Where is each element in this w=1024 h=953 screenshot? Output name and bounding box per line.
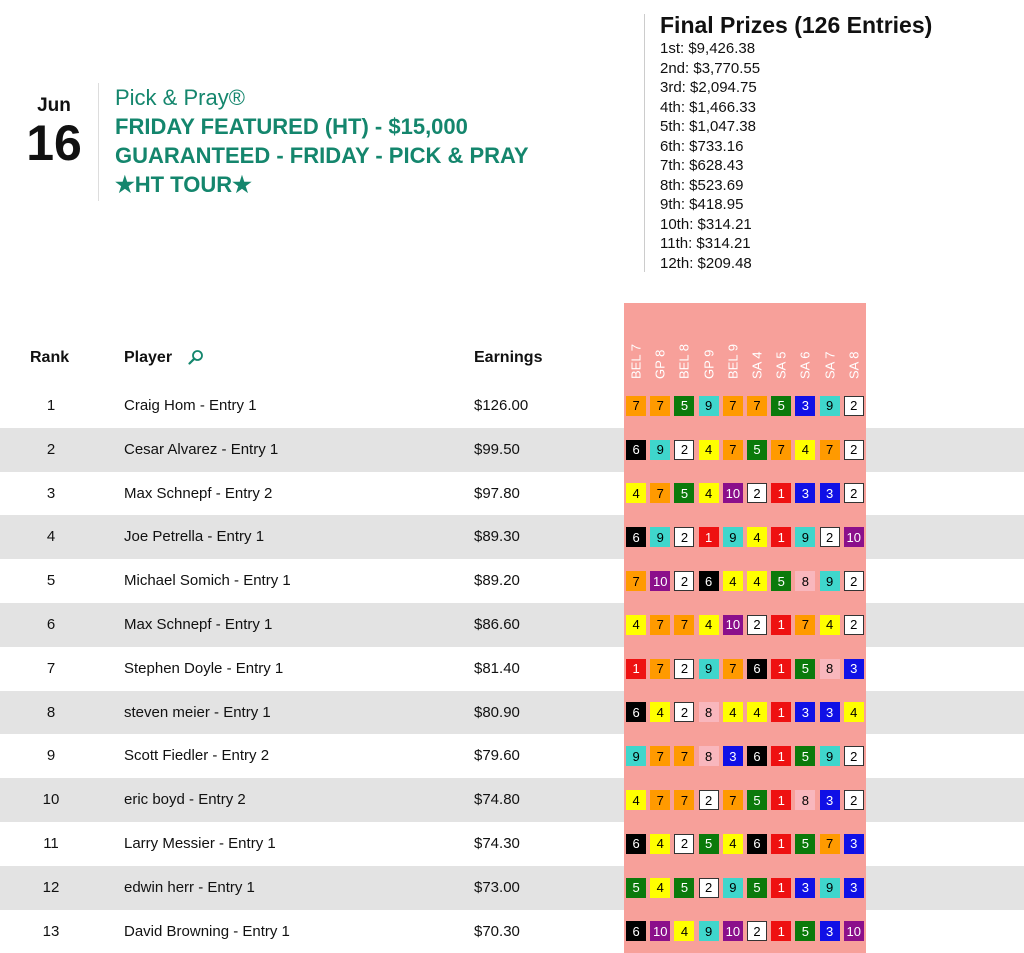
pick-badge: 1 bbox=[771, 527, 791, 547]
pick-badge: 4 bbox=[674, 921, 694, 941]
earnings-column-header: Earnings bbox=[474, 349, 543, 366]
race-label bbox=[745, 303, 769, 383]
picks-strip bbox=[624, 384, 866, 428]
pick-badge: 5 bbox=[771, 571, 791, 591]
table-row bbox=[0, 603, 1024, 647]
earnings-cell: $73.00 bbox=[474, 878, 520, 896]
pick-badge: 8 bbox=[820, 659, 840, 679]
prize-line: 3rd: $2,094.75 bbox=[660, 79, 757, 96]
pick-badge: 8 bbox=[795, 790, 815, 810]
player-name[interactable]: steven meier - Entry 1 bbox=[124, 703, 271, 721]
pick-badge: 2 bbox=[844, 746, 864, 766]
pick-badge: 9 bbox=[820, 878, 840, 898]
pick-badge: 2 bbox=[674, 571, 694, 591]
pick-badge: 3 bbox=[820, 921, 840, 941]
prize-line: 12th: $209.48 bbox=[660, 254, 752, 272]
race-label-text: GP 9 bbox=[701, 349, 717, 379]
date-month: Jun bbox=[37, 95, 71, 116]
prizes-divider bbox=[644, 14, 645, 272]
pick-badge: 7 bbox=[674, 615, 694, 635]
date-day: 16 bbox=[26, 115, 82, 171]
pick-badge: 7 bbox=[820, 834, 840, 854]
pick-badge: 2 bbox=[844, 396, 864, 416]
search-icon[interactable] bbox=[188, 349, 204, 365]
player-name[interactable]: Joe Petrella - Entry 1 bbox=[124, 528, 265, 546]
contest-title-line: ★HT TOUR★ bbox=[115, 172, 252, 197]
contest-header bbox=[115, 84, 635, 199]
pick-badge: 4 bbox=[650, 834, 670, 854]
picks-strip bbox=[624, 472, 866, 516]
pick-badge: 7 bbox=[674, 746, 694, 766]
pick-badge: 4 bbox=[650, 702, 670, 722]
pick-badge: 7 bbox=[723, 440, 743, 460]
pick-badge: 4 bbox=[626, 483, 646, 503]
earnings-cell: $97.80 bbox=[474, 484, 520, 502]
pick-badge: 4 bbox=[650, 878, 670, 898]
pick-badge: 9 bbox=[699, 921, 719, 941]
pick-badge: 9 bbox=[723, 878, 743, 898]
pick-badge: 5 bbox=[771, 396, 791, 416]
player-name[interactable]: David Browning - Entry 1 bbox=[124, 922, 290, 940]
race-header bbox=[624, 303, 866, 383]
pick-badge: 1 bbox=[771, 834, 791, 854]
pick-badge: 6 bbox=[747, 834, 767, 854]
pick-badge: 2 bbox=[844, 440, 864, 460]
race-label-text: SA 6 bbox=[797, 351, 813, 379]
pick-badge: 3 bbox=[795, 396, 815, 416]
rank-cell: 7 bbox=[46, 659, 56, 677]
pick-badge: 4 bbox=[795, 440, 815, 460]
race-label bbox=[769, 303, 793, 383]
pick-badge: 1 bbox=[771, 790, 791, 810]
pick-badge: 5 bbox=[795, 659, 815, 679]
picks-strip bbox=[624, 822, 866, 866]
race-label bbox=[697, 303, 721, 383]
player-name[interactable]: Craig Hom - Entry 1 bbox=[124, 397, 257, 414]
pick-badge: 9 bbox=[650, 440, 670, 460]
prize-line: 8th: $523.69 bbox=[660, 176, 744, 194]
pick-badge: 7 bbox=[723, 790, 743, 810]
earnings-cell: $81.40 bbox=[474, 659, 520, 677]
pick-badge: 6 bbox=[747, 659, 767, 679]
earnings-cell: $86.60 bbox=[474, 615, 520, 633]
rank-cell: 2 bbox=[46, 440, 56, 458]
pick-badge: 4 bbox=[723, 702, 743, 722]
prize-list bbox=[660, 39, 932, 273]
pick-badge: 10 bbox=[723, 921, 743, 941]
prize-line: 5th: $1,047.38 bbox=[660, 118, 756, 135]
player-name[interactable]: Larry Messier - Entry 1 bbox=[124, 834, 276, 852]
pick-badge: 2 bbox=[674, 659, 694, 679]
race-label bbox=[818, 303, 842, 383]
table-row bbox=[0, 734, 1024, 778]
player-name[interactable]: edwin herr - Entry 1 bbox=[124, 878, 255, 896]
race-label-text: GP 8 bbox=[652, 349, 668, 379]
pick-badge: 4 bbox=[723, 834, 743, 854]
pick-badge: 4 bbox=[626, 790, 646, 810]
pick-badge: 9 bbox=[723, 527, 743, 547]
rank-cell: 11 bbox=[43, 834, 59, 852]
pick-badge: 6 bbox=[626, 834, 646, 854]
pick-badge: 5 bbox=[699, 834, 719, 854]
earnings-cell: $89.30 bbox=[474, 528, 520, 546]
pick-badge: 7 bbox=[795, 615, 815, 635]
pick-badge: 4 bbox=[820, 615, 840, 635]
pick-badge: 2 bbox=[674, 440, 694, 460]
race-label-text: SA 8 bbox=[846, 351, 862, 379]
player-name[interactable]: Max Schnepf - Entry 1 bbox=[124, 615, 273, 633]
pick-badge: 10 bbox=[723, 483, 743, 503]
pick-badge: 5 bbox=[747, 440, 767, 460]
rank-cell: 1 bbox=[46, 397, 56, 414]
pick-badge: 7 bbox=[650, 483, 670, 503]
player-name[interactable]: Cesar Alvarez - Entry 1 bbox=[124, 440, 279, 458]
pick-badge: 6 bbox=[699, 571, 719, 591]
pick-badge: 6 bbox=[626, 702, 646, 722]
pick-badge: 2 bbox=[844, 571, 864, 591]
table-row bbox=[0, 559, 1024, 603]
prize-line: 2nd: $3,770.55 bbox=[660, 59, 761, 77]
rank-cell: 3 bbox=[46, 484, 56, 502]
pick-badge: 2 bbox=[747, 483, 767, 503]
earnings-cell: $80.90 bbox=[474, 703, 520, 721]
pick-badge: 10 bbox=[650, 571, 670, 591]
pick-badge: 7 bbox=[650, 746, 670, 766]
prize-line: 11th: $314.21 bbox=[660, 235, 751, 252]
pick-badge: 9 bbox=[795, 527, 815, 547]
pick-badge: 8 bbox=[795, 571, 815, 591]
pick-badge: 9 bbox=[820, 396, 840, 416]
table-row bbox=[0, 778, 1024, 822]
prize-line: 9th: $418.95 bbox=[660, 196, 744, 213]
pick-badge: 4 bbox=[699, 440, 719, 460]
race-label-text: SA 4 bbox=[749, 351, 765, 379]
pick-badge: 7 bbox=[723, 659, 743, 679]
pick-badge: 1 bbox=[771, 483, 791, 503]
pick-badge: 2 bbox=[820, 527, 840, 547]
pick-badge: 2 bbox=[674, 834, 694, 854]
table-row bbox=[0, 691, 1024, 735]
pick-badge: 5 bbox=[795, 834, 815, 854]
pick-badge: 5 bbox=[747, 878, 767, 898]
picks-strip bbox=[624, 691, 866, 735]
contest-title-line: GUARANTEED - FRIDAY - PICK & PRAY bbox=[115, 143, 529, 168]
pick-badge: 6 bbox=[626, 440, 646, 460]
table-row bbox=[0, 822, 1024, 866]
rank-column-header: Rank bbox=[30, 349, 70, 366]
pick-badge: 6 bbox=[626, 527, 646, 547]
rank-cell: 6 bbox=[46, 615, 56, 633]
picks-strip bbox=[624, 734, 866, 778]
pick-badge: 1 bbox=[626, 659, 646, 679]
table-row bbox=[0, 428, 1024, 472]
race-label bbox=[721, 303, 745, 383]
pick-badge: 10 bbox=[844, 921, 864, 941]
race-label-text: SA 7 bbox=[822, 351, 838, 379]
pick-badge: 7 bbox=[747, 396, 767, 416]
race-label bbox=[648, 303, 672, 383]
pick-badge: 2 bbox=[747, 921, 767, 941]
player-name[interactable]: Stephen Doyle - Entry 1 bbox=[124, 659, 284, 677]
race-label-text: BEL 9 bbox=[725, 344, 741, 379]
pick-badge: 1 bbox=[771, 878, 791, 898]
player-name[interactable]: Scott Fiedler - Entry 2 bbox=[124, 747, 270, 765]
contest-date bbox=[0, 95, 108, 169]
pick-badge: 4 bbox=[747, 527, 767, 547]
pick-badge: 3 bbox=[795, 483, 815, 503]
pick-badge: 2 bbox=[747, 615, 767, 635]
pick-badge: 2 bbox=[844, 615, 864, 635]
pick-badge: 3 bbox=[844, 834, 864, 854]
pick-badge: 3 bbox=[795, 702, 815, 722]
pick-badge: 5 bbox=[674, 483, 694, 503]
rank-cell: 12 bbox=[42, 878, 60, 896]
pick-badge: 7 bbox=[650, 615, 670, 635]
table-row bbox=[0, 384, 1024, 428]
earnings-cell: $89.20 bbox=[474, 572, 520, 590]
pick-badge: 4 bbox=[747, 702, 767, 722]
pick-badge: 5 bbox=[795, 921, 815, 941]
prize-line: 4th: $1,466.33 bbox=[660, 98, 756, 116]
pick-badge: 1 bbox=[699, 527, 719, 547]
pick-badge: 9 bbox=[699, 396, 719, 416]
pick-badge: 2 bbox=[674, 702, 694, 722]
pick-badge: 4 bbox=[844, 702, 864, 722]
pick-badge: 10 bbox=[723, 615, 743, 635]
pick-badge: 7 bbox=[650, 790, 670, 810]
table-row bbox=[0, 472, 1024, 516]
pick-badge: 7 bbox=[650, 396, 670, 416]
pick-badge: 3 bbox=[844, 659, 864, 679]
pick-badge: 10 bbox=[844, 527, 864, 547]
earnings-cell: $74.30 bbox=[474, 834, 520, 852]
pick-badge: 1 bbox=[771, 746, 791, 766]
pick-badge: 4 bbox=[723, 571, 743, 591]
pick-badge: 3 bbox=[820, 790, 840, 810]
table-row bbox=[0, 910, 1024, 953]
pick-badge: 5 bbox=[626, 878, 646, 898]
prize-line: 1st: $9,426.38 bbox=[660, 40, 756, 57]
pick-badge: 1 bbox=[771, 615, 791, 635]
race-label-text: SA 5 bbox=[773, 351, 789, 379]
pick-badge: 10 bbox=[650, 921, 670, 941]
pick-badge: 7 bbox=[723, 396, 743, 416]
pick-badge: 2 bbox=[844, 790, 864, 810]
earnings-cell: $126.00 bbox=[474, 397, 529, 414]
pick-badge: 4 bbox=[699, 615, 719, 635]
pick-badge: 3 bbox=[820, 483, 840, 503]
earnings-cell: $79.60 bbox=[474, 747, 520, 765]
final-prizes bbox=[660, 11, 932, 273]
pick-badge: 5 bbox=[674, 396, 694, 416]
rank-cell: 4 bbox=[46, 528, 56, 546]
race-label-text: BEL 8 bbox=[676, 344, 692, 379]
pick-badge: 2 bbox=[699, 878, 719, 898]
pick-badge: 3 bbox=[795, 878, 815, 898]
race-label bbox=[624, 303, 648, 383]
player-name[interactable]: Max Schnepf - Entry 2 bbox=[124, 484, 273, 502]
pick-badge: 3 bbox=[844, 878, 864, 898]
player-name[interactable]: Michael Somich - Entry 1 bbox=[124, 572, 291, 590]
contest-brand: Pick & Pray® bbox=[115, 85, 245, 110]
picks-strip bbox=[624, 778, 866, 822]
pick-badge: 7 bbox=[650, 659, 670, 679]
pick-badge: 2 bbox=[844, 483, 864, 503]
race-label bbox=[793, 303, 817, 383]
rank-cell: 13 bbox=[42, 922, 60, 940]
race-label bbox=[672, 303, 696, 383]
header-divider bbox=[98, 83, 99, 201]
pick-badge: 1 bbox=[771, 659, 791, 679]
player-name[interactable]: eric boyd - Entry 2 bbox=[124, 791, 246, 809]
earnings-cell: $74.80 bbox=[474, 791, 520, 809]
race-label-text: BEL 7 bbox=[628, 344, 644, 379]
rank-cell: 8 bbox=[46, 703, 56, 721]
pick-badge: 9 bbox=[820, 571, 840, 591]
pick-badge: 9 bbox=[820, 746, 840, 766]
prize-line: 7th: $628.43 bbox=[660, 157, 744, 174]
prizes-title: Final Prizes (126 Entries) bbox=[660, 12, 933, 38]
picks-strip bbox=[624, 910, 866, 953]
rank-cell: 10 bbox=[42, 791, 60, 809]
pick-badge: 8 bbox=[699, 746, 719, 766]
pick-badge: 8 bbox=[699, 702, 719, 722]
pick-badge: 7 bbox=[626, 571, 646, 591]
pick-badge: 1 bbox=[771, 702, 791, 722]
pick-badge: 1 bbox=[771, 921, 791, 941]
pick-badge: 4 bbox=[626, 615, 646, 635]
pick-badge: 7 bbox=[626, 396, 646, 416]
leaderboard-rows bbox=[0, 384, 1024, 953]
pick-badge: 6 bbox=[626, 921, 646, 941]
earnings-cell: $70.30 bbox=[474, 922, 520, 940]
pick-badge: 6 bbox=[747, 746, 767, 766]
prize-line: 10th: $314.21 bbox=[660, 215, 752, 233]
earnings-cell: $99.50 bbox=[474, 440, 520, 458]
pick-badge: 7 bbox=[771, 440, 791, 460]
picks-strip bbox=[624, 866, 866, 910]
rank-cell: 9 bbox=[46, 747, 56, 765]
pick-badge: 5 bbox=[795, 746, 815, 766]
table-row bbox=[0, 647, 1024, 691]
pick-badge: 2 bbox=[674, 527, 694, 547]
picks-strip bbox=[624, 559, 866, 603]
pick-badge: 4 bbox=[747, 571, 767, 591]
pick-badge: 3 bbox=[820, 702, 840, 722]
picks-strip bbox=[624, 647, 866, 691]
table-row bbox=[0, 515, 1024, 559]
pick-badge: 5 bbox=[674, 878, 694, 898]
contest-title-line: FRIDAY FEATURED (HT) - $15,000 bbox=[115, 114, 468, 139]
picks-strip bbox=[624, 603, 866, 647]
pick-badge: 5 bbox=[747, 790, 767, 810]
pick-badge: 2 bbox=[699, 790, 719, 810]
pick-badge: 7 bbox=[674, 790, 694, 810]
pick-badge: 9 bbox=[699, 659, 719, 679]
table-row bbox=[0, 866, 1024, 910]
race-label bbox=[842, 303, 866, 383]
picks-strip bbox=[624, 428, 866, 472]
pick-badge: 3 bbox=[723, 746, 743, 766]
pick-badge: 9 bbox=[650, 527, 670, 547]
picks-strip bbox=[624, 515, 866, 559]
prize-line: 6th: $733.16 bbox=[660, 137, 744, 155]
rank-cell: 5 bbox=[46, 572, 56, 590]
pick-badge: 7 bbox=[820, 440, 840, 460]
pick-badge: 4 bbox=[699, 483, 719, 503]
pick-badge: 9 bbox=[626, 746, 646, 766]
player-column-header[interactable]: Player bbox=[124, 349, 173, 366]
